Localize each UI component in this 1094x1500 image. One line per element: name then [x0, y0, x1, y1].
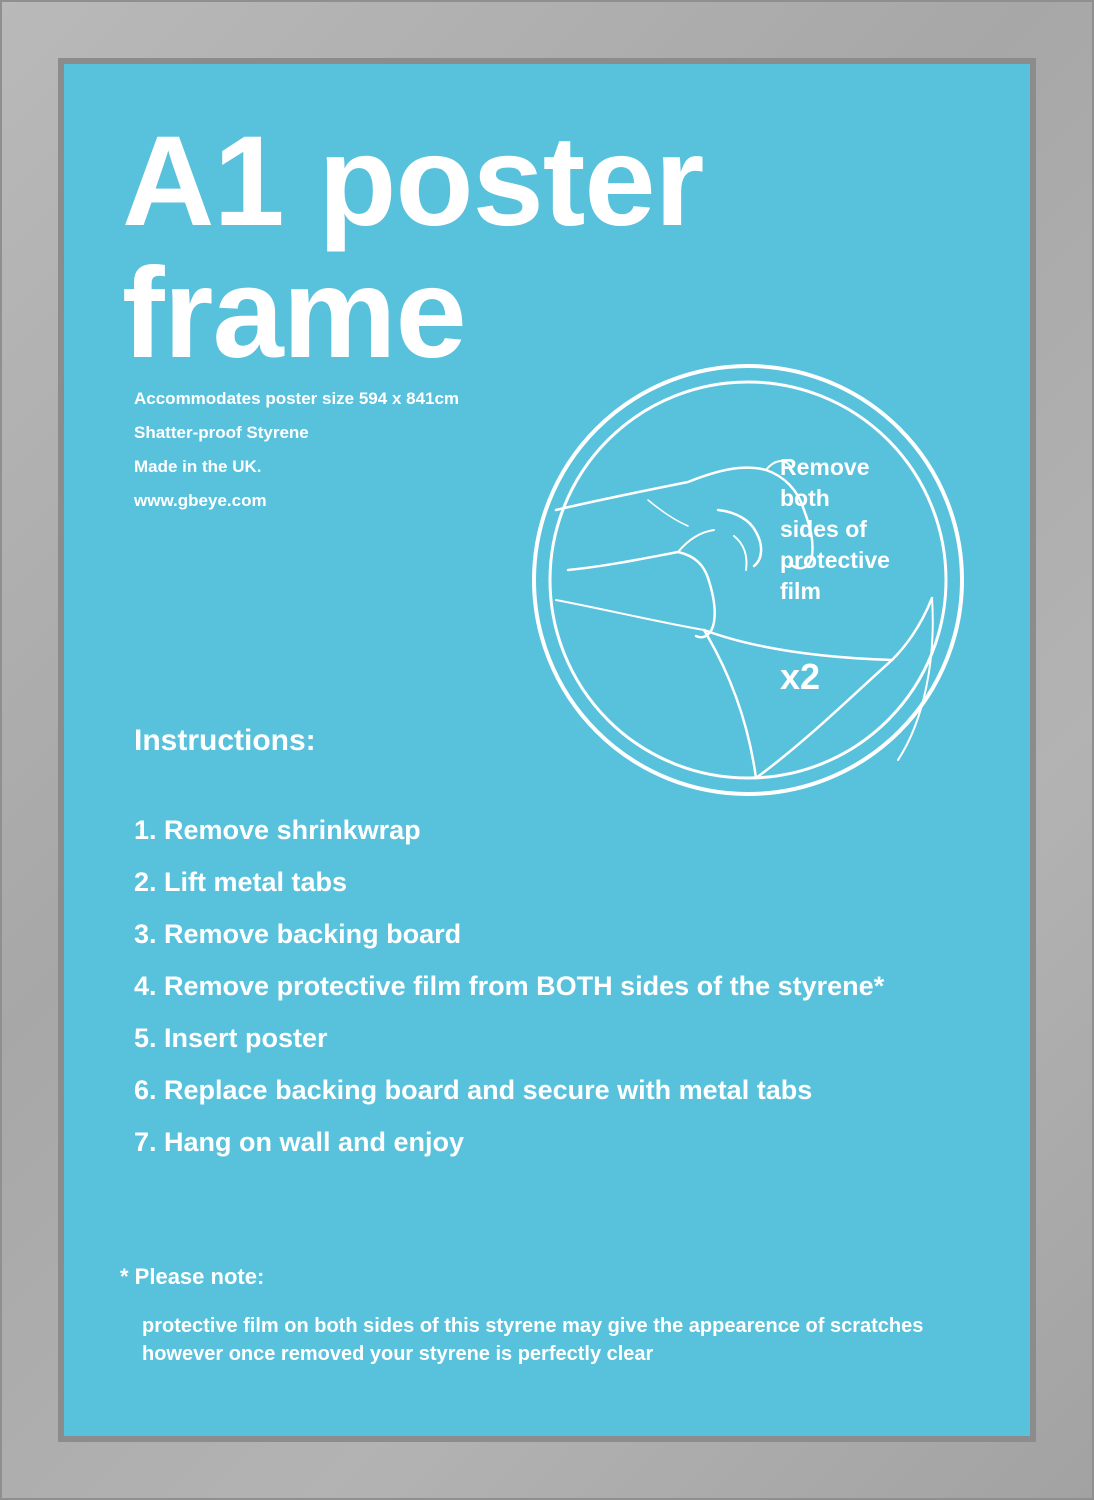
- note-text: protective film on both sides of this styrene may give the appearence of scratches however once removed your styrene is perfectly clear: [142, 1315, 924, 1365]
- poster-title: [122, 110, 704, 385]
- caption-line-2: both: [780, 485, 830, 511]
- detail-poster-size: Accommodates poster size 594 x 841cm: [134, 389, 460, 408]
- title-line-2: frame: [122, 242, 466, 385]
- caption-line-1: Remove: [780, 454, 870, 480]
- step-item: 4. Remove protective film from BOTH sides of the styrene*: [134, 971, 885, 1001]
- illustration-multiplier: x2: [780, 656, 821, 697]
- step-item: 2. Lift metal tabs: [134, 867, 348, 897]
- title-line-1: A1 poster: [122, 110, 704, 253]
- caption-line-4: protective: [780, 547, 890, 573]
- product-details: [134, 382, 459, 518]
- step-item: 7. Hang on wall and enjoy: [134, 1127, 465, 1157]
- hand-peeling-film-icon: [528, 360, 968, 800]
- caption-line-5: film: [780, 578, 821, 604]
- detail-website: www.gbeye.com: [134, 491, 267, 510]
- illustration-caption: [780, 452, 890, 607]
- step-item: 6. Replace backing board and secure with metal tabs: [134, 1075, 813, 1105]
- step-item: 3. Remove backing board: [134, 919, 462, 949]
- instructions-heading: Instructions:: [134, 724, 316, 757]
- poster-insert: [64, 64, 1030, 1436]
- note-heading: * Please note:: [120, 1264, 265, 1289]
- detail-origin: Made in the UK.: [134, 457, 262, 476]
- step-item: 1. Remove shrinkwrap: [134, 815, 421, 845]
- detail-material: Shatter-proof Styrene: [134, 423, 309, 442]
- step-item: 5. Insert poster: [134, 1023, 328, 1053]
- caption-line-3: sides of: [780, 516, 867, 542]
- instruction-steps: [134, 804, 884, 1168]
